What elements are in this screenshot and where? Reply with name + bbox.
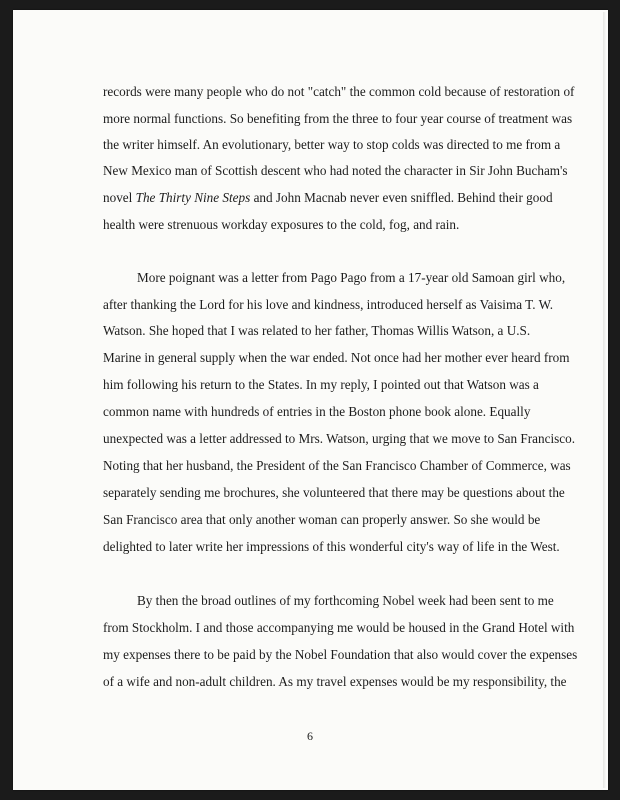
text-line: more normal functions. So benefiting from the three to four year course of treatment was <box>103 111 573 126</box>
text-line: common name with hundreds of entries in the Boston phone book alone. Equally <box>103 404 531 419</box>
text-line: my expenses there to be paid by the Nobel Foundation that also would cover the expenses <box>103 647 578 662</box>
page-edge <box>603 12 607 788</box>
page-number: 6 <box>307 729 313 743</box>
text-line: Marine in general supply when the war ended. Not once had her mother ever heard from <box>103 350 570 365</box>
text-line: him following his return to the States. In my reply, I pointed out that Watson was a <box>103 377 539 392</box>
book-title: The Thirty Nine Steps <box>135 190 251 205</box>
text-line: More poignant was a letter from Pago Pago from a 17-year old Samoan girl who, <box>137 270 566 285</box>
text-line: separately sending me brochures, she volunteered that there may be questions about the <box>103 485 565 500</box>
text-line: of a wife and non-adult children. As my travel expenses would be my responsibility, the <box>103 674 567 689</box>
text-line: San Francisco area that only another woman can properly answer. So she would be <box>103 512 541 527</box>
text-segment: novel <box>103 190 136 205</box>
text-line <box>103 189 553 207</box>
text-line: New Mexico man of Scottish descent who had noted the character in Sir John Bucham's <box>103 163 568 178</box>
text-line: the writer himself. An evolutionary, better way to stop colds was directed to me from a <box>103 137 561 152</box>
text-line: Noting that her husband, the President of the San Francisco Chamber of Commerce, was <box>103 458 571 473</box>
text-line: after thanking the Lord for his love and kindness, introduced herself as Vaisima T. W. <box>103 297 554 312</box>
text-line: records were many people who do not "catch" the common cold because of restoration of <box>103 84 575 99</box>
text-line: By then the broad outlines of my forthcoming Nobel week had been sent to me <box>137 593 554 608</box>
text-segment: and John Macnab never even sniffled. Behind their good <box>250 190 553 205</box>
text-line: health were strenuous workday exposures to the cold, fog, and rain. <box>103 217 460 232</box>
text-line: unexpected was a letter addressed to Mrs. Watson, urging that we move to San Francisco. <box>103 431 575 446</box>
text-line: Watson. She hoped that I was related to her father, Thomas Willis Watson, a U.S. <box>103 323 531 338</box>
text-line: from Stockholm. I and those accompanying me would be housed in the Grand Hotel with <box>103 620 575 635</box>
text-line: delighted to later write her impressions of this wonderful city's way of life in the West. <box>103 539 560 554</box>
